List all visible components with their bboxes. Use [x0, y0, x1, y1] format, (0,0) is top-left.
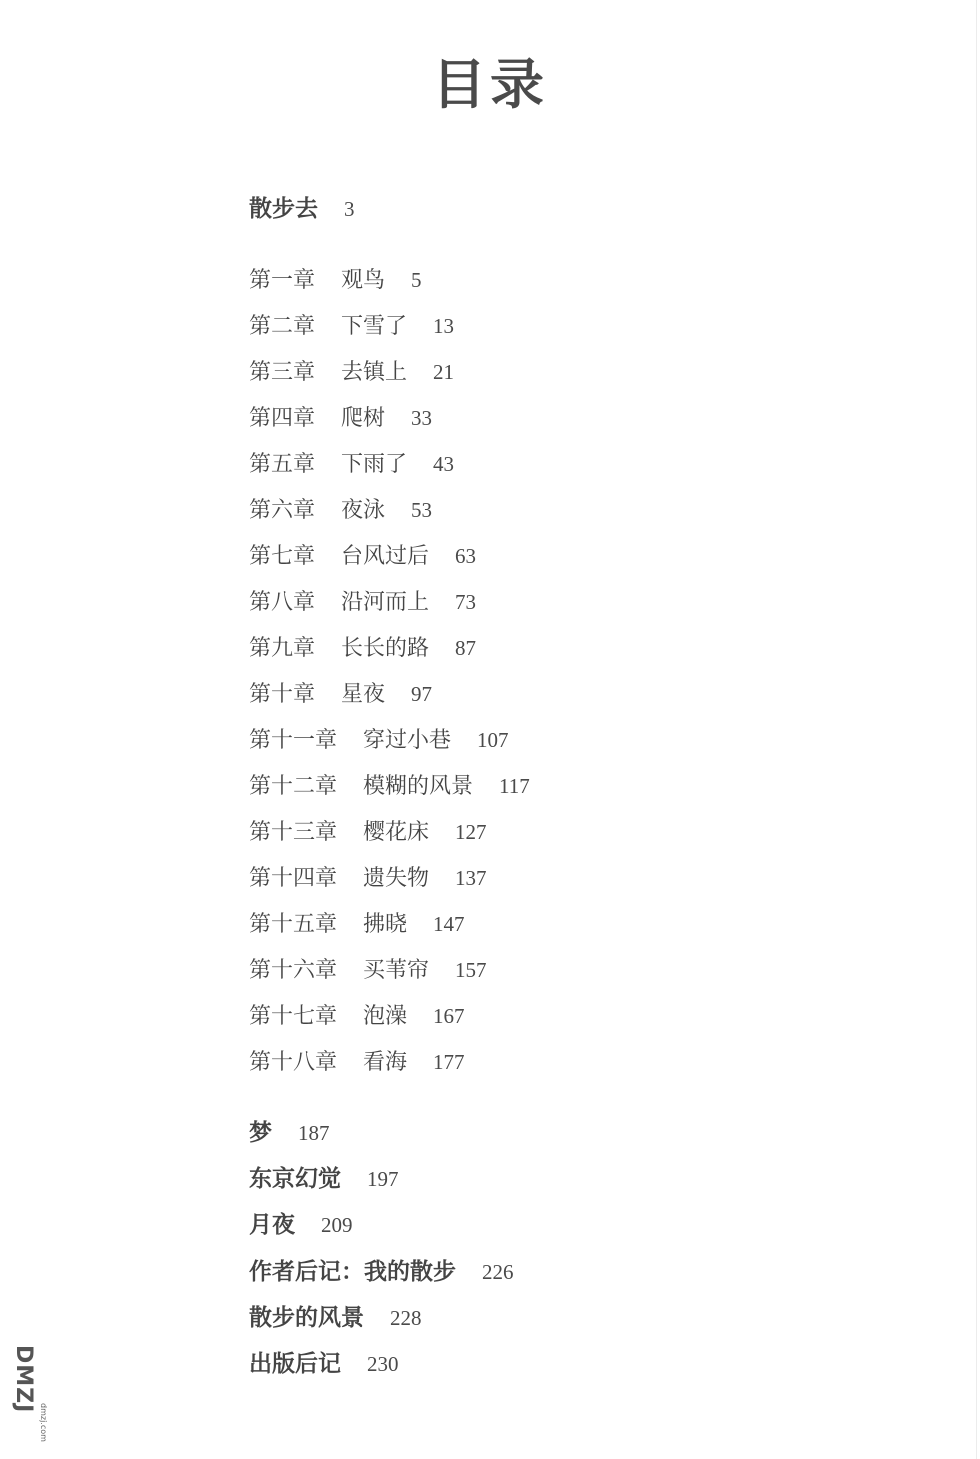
chapter-title: 买苇帘: [363, 958, 430, 983]
toc-entry-chapter[interactable]: [249, 496, 432, 525]
chapter-number: 第七章: [249, 544, 316, 569]
toc-entry-chapter[interactable]: [249, 772, 530, 801]
toc-entry-extra[interactable]: [249, 1304, 422, 1333]
page-number: 13: [433, 314, 455, 338]
page-number: 53: [411, 498, 433, 522]
toc-entry-chapter[interactable]: [249, 312, 454, 341]
toc-entry-extra[interactable]: [249, 1258, 514, 1287]
chapter-title: 长长的路: [341, 636, 430, 661]
chapter-number: 第十七章: [249, 1004, 338, 1029]
chapter-number: 第一章: [249, 268, 316, 293]
page-number: 209: [321, 1213, 353, 1237]
chapter-number: 第十六章: [249, 958, 338, 983]
chapter-number: 第十三章: [249, 820, 338, 845]
chapter-number: 第十二章: [249, 774, 338, 799]
chapter-title: 下雨了: [341, 452, 408, 477]
page-edge-divider: [976, 0, 977, 1459]
chapter-title: 夜泳: [341, 498, 386, 523]
chapter-title: 爬树: [341, 406, 386, 431]
toc-entry-chapter[interactable]: [249, 1048, 465, 1077]
chapter-title: 樱花床: [363, 820, 430, 845]
chapter-title: 沿河而上: [341, 590, 430, 615]
page-number: 87: [455, 636, 477, 660]
toc-entry-chapter[interactable]: [249, 1002, 465, 1031]
toc-entry-chapter[interactable]: [249, 404, 432, 433]
chapter-number: 第十四章: [249, 866, 338, 891]
page-title: 目录: [432, 53, 548, 116]
chapter-title: 观鸟: [341, 268, 386, 293]
chapter-number: 第四章: [249, 406, 316, 431]
page-number: 33: [411, 406, 433, 430]
chapter-number: 第三章: [249, 360, 316, 385]
toc-entry-extra[interactable]: [249, 1350, 399, 1379]
page-number: 230: [367, 1352, 399, 1376]
toc-entry-chapter[interactable]: [249, 910, 465, 939]
toc-entry-chapter[interactable]: [249, 450, 454, 479]
toc-entry-chapter[interactable]: [249, 588, 476, 617]
page-number: 167: [433, 1004, 465, 1028]
page-number: 157: [455, 958, 487, 982]
page-number: 177: [433, 1050, 465, 1074]
watermark-sub: dmzj.com: [39, 1403, 48, 1442]
page-number: 117: [499, 774, 530, 798]
chapter-title: 星夜: [341, 682, 386, 707]
chapter-number: 第九章: [249, 636, 316, 661]
chapter-title: 下雪了: [341, 314, 408, 339]
chapter-title: 看海: [363, 1050, 408, 1075]
toc-entry-chapter[interactable]: [249, 266, 422, 295]
chapter-title: 遗失物: [363, 866, 430, 891]
chapter-title: 穿过小巷: [363, 728, 452, 753]
page-number: 3: [344, 197, 355, 221]
entry-title: 梦: [249, 1120, 272, 1146]
page-number: 197: [367, 1167, 399, 1191]
toc-entry-chapter[interactable]: [249, 358, 454, 387]
entry-title: 散步去: [249, 196, 318, 222]
watermark-text: DMZJ: [11, 1345, 36, 1414]
chapter-number: 第十章: [249, 682, 316, 707]
entry-title: 散步的风景: [249, 1305, 364, 1331]
page-number: 63: [455, 544, 477, 568]
chapter-number: 第六章: [249, 498, 316, 523]
chapter-title: 泡澡: [363, 1004, 408, 1029]
entry-title: 出版后记: [249, 1351, 341, 1377]
page-number: 228: [390, 1306, 422, 1330]
entry-title: 作者后记：我的散步: [249, 1259, 456, 1285]
toc-entry-chapter[interactable]: [249, 864, 487, 893]
page-number: 226: [482, 1260, 514, 1284]
toc-entry-chapter[interactable]: [249, 956, 487, 985]
toc-entry-extra[interactable]: [249, 1211, 353, 1240]
chapter-number: 第五章: [249, 452, 316, 477]
watermark-logo: [10, 1345, 48, 1445]
page-number: 107: [477, 728, 509, 752]
page-number: 5: [411, 268, 422, 292]
toc-entry-extra[interactable]: [249, 1165, 399, 1194]
toc-entry-chapter[interactable]: [249, 542, 476, 571]
chapter-number: 第十一章: [249, 728, 338, 753]
page-number: 147: [433, 912, 465, 936]
toc-entry-extra[interactable]: [249, 1119, 330, 1148]
page-number: 127: [455, 820, 487, 844]
chapter-number: 第十八章: [249, 1050, 338, 1075]
page-number: 73: [455, 590, 477, 614]
chapter-title: 台风过后: [341, 544, 430, 569]
toc-entry-chapter[interactable]: [249, 818, 487, 847]
chapter-number: 第八章: [249, 590, 316, 615]
chapter-number: 第十五章: [249, 912, 338, 937]
entry-title: 月夜: [249, 1212, 295, 1238]
chapter-title: 去镇上: [341, 360, 408, 385]
toc-entry-chapter[interactable]: [249, 680, 432, 709]
toc-entry-chapter[interactable]: [249, 726, 509, 755]
chapter-title: 拂晓: [363, 912, 408, 937]
chapter-title: 模糊的风景: [363, 774, 474, 799]
page-number: 21: [433, 360, 455, 384]
toc-entry-chapter[interactable]: [249, 634, 476, 663]
page-number: 187: [298, 1121, 330, 1145]
page-number: 43: [433, 452, 455, 476]
page-number: 97: [411, 682, 433, 706]
toc-entry-prologue[interactable]: [249, 195, 355, 224]
chapter-number: 第二章: [249, 314, 316, 339]
page-number: 137: [455, 866, 487, 890]
entry-title: 东京幻觉: [249, 1166, 341, 1192]
